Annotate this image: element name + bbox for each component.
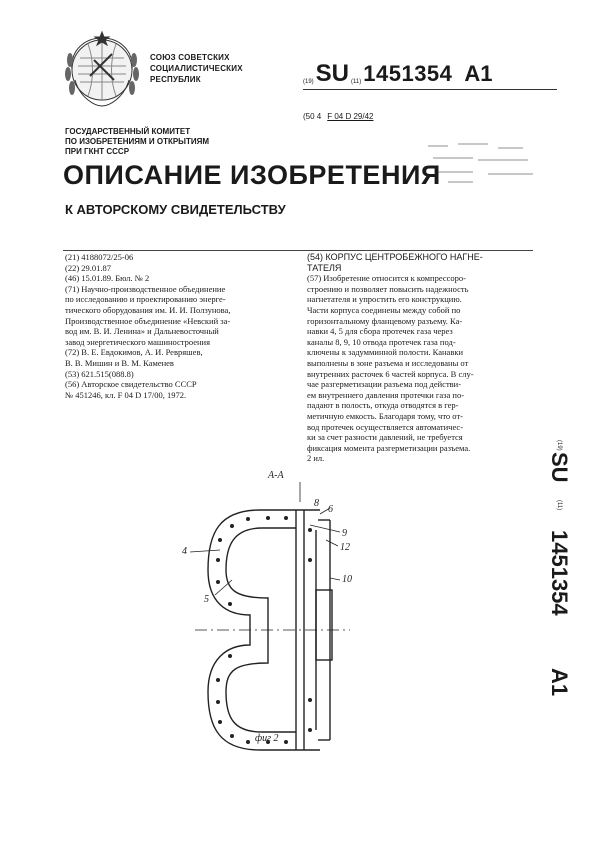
- abstract-line: горизонтальному фланцевому разъему. Ка-: [307, 315, 463, 326]
- abstract-line: (57) Изобретение относится к компрессоро-: [307, 273, 466, 284]
- ipc-class: F 04 D 29/42: [327, 112, 374, 121]
- biblio-line: (46) 15.01.89. Бюл. № 2: [65, 273, 150, 284]
- label-8: 8: [314, 498, 319, 509]
- biblio-line: (71) Научно-производственное объединение: [65, 283, 226, 294]
- page-subtitle: К АВТОРСКОМУ СВИДЕТЕЛЬСТВУ: [65, 202, 286, 217]
- abstract-line: внутренних расточек 6 частей корпуса. В слу-: [307, 368, 474, 379]
- biblio-line: № 451246, кл. F 04 D 17/00, 1972.: [65, 389, 187, 400]
- patent-number: 1451354: [363, 61, 453, 86]
- issuing-state-line: СОЦИАЛИСТИЧЕСКИХ: [150, 64, 243, 73]
- abstract-line: падают в полость, откуда отводятся в гер-: [307, 400, 459, 411]
- abstract-line: чае разгерметизации разъема под действи-: [307, 379, 462, 390]
- abstract: [307, 252, 527, 464]
- biblio-line: (72) В. Е. Евдокимов, А. И. Ревряшев,: [65, 347, 203, 358]
- kind-code: A1: [464, 61, 493, 86]
- issuing-state-line: РЕСПУБЛИК: [150, 75, 201, 84]
- committee-line: ПРИ ГКНТ СССР: [65, 147, 130, 156]
- ussr-emblem-icon: [60, 30, 144, 110]
- biblio-line: (22) 29.01.87: [65, 262, 112, 273]
- abstract-line: навки 4, 5 для сбора протечек газа через: [307, 326, 453, 337]
- biblio-line: (56) Авторское свидетельство СССР: [65, 379, 197, 390]
- abstract-line: выполнены в зоне разъема и исследованы от: [307, 357, 469, 368]
- label-10: 10: [342, 574, 352, 585]
- abstract-line: ки за счет разности давлений, не требуется: [307, 432, 463, 443]
- biblio-line: В. В. Мишин и В. М. Каменев: [65, 357, 174, 368]
- side-patent-number: [534, 430, 574, 730]
- technical-drawing: [180, 470, 540, 770]
- abstract-line: 2 ил.: [307, 453, 325, 464]
- label-4: 4: [182, 546, 187, 557]
- biblio-line: вод им. В. И. Ленина» и Дальневосточный: [65, 326, 219, 337]
- patent-number-heading: [303, 60, 493, 86]
- section-label: A-A: [268, 470, 284, 481]
- biblio-line: завод энергетического машиностроения: [65, 336, 210, 347]
- abstract-line: ем внутреннего давления протечки газа по-: [307, 389, 465, 400]
- figure-caption: фиг 2: [255, 733, 279, 744]
- code-19: (19): [303, 79, 314, 85]
- abstract-line: каналы 8, 9, 10 отвода протечек газа под-: [307, 336, 456, 347]
- ipc-classification: [303, 112, 379, 121]
- ipc-code: (50 4: [303, 112, 322, 121]
- abstract-line: строению и позволяет повысить надежность: [307, 283, 469, 294]
- bibliographic-data: [65, 252, 297, 400]
- side-number: 1451354: [547, 530, 572, 616]
- committee-line: ГОСУДАРСТВЕННЫЙ КОМИТЕТ: [65, 127, 191, 136]
- biblio-line: (21) 4188072/25-06: [65, 252, 134, 262]
- committee-line: ПО ИЗОБРЕТЕНИЯМ И ОТКРЫТИЯМ: [65, 137, 210, 146]
- side-code-19: (19): [556, 440, 562, 451]
- page-title: ОПИСАНИЕ ИЗОБРЕТЕНИЯ: [63, 160, 441, 190]
- committee-block: [65, 127, 209, 157]
- divider: [63, 250, 533, 251]
- abstract-line: Части корпуса соединены между собой по: [307, 304, 461, 315]
- biblio-line: (53) 621.515(088.8): [65, 368, 134, 379]
- abstract-line: нагнетателя и упростить его конструкцию.: [307, 294, 462, 305]
- biblio-line: тического оборудования им. И. И. Ползунова,: [65, 304, 231, 315]
- label-12: 12: [340, 542, 350, 553]
- label-5: 5: [204, 594, 209, 605]
- invention-title-line: (54) КОРПУС ЦЕНТРОБЕЖНОГО НАГНЕ-: [307, 252, 483, 262]
- invention-title-line: ТАТЕЛЯ: [307, 262, 342, 273]
- code-11: (11): [351, 79, 362, 85]
- abstract-line: метичную емкость. Благодаря тому, что от-: [307, 410, 463, 421]
- issuing-state-line: СОЮЗ СОВЕТСКИХ: [150, 53, 230, 62]
- label-6: 6: [328, 504, 333, 515]
- label-9: 9: [342, 528, 347, 539]
- side-kind: A1: [547, 668, 572, 697]
- biblio-line: по исследованию и проектированию энерге-: [65, 294, 226, 305]
- divider: [303, 89, 557, 90]
- side-code-11: (11): [556, 500, 562, 511]
- abstract-line: вод протечек осуществляется автоматичес-: [307, 421, 464, 432]
- abstract-line: фиксация момента разгерметизации разъема.: [307, 442, 471, 453]
- side-country-code: SU: [547, 452, 572, 483]
- country-code: SU: [315, 60, 350, 87]
- issuing-state: [150, 52, 243, 85]
- biblio-line: Производственное объединение «Невский за-: [65, 315, 231, 326]
- abstract-line: ключены к задумминной полости. Канавки: [307, 347, 464, 358]
